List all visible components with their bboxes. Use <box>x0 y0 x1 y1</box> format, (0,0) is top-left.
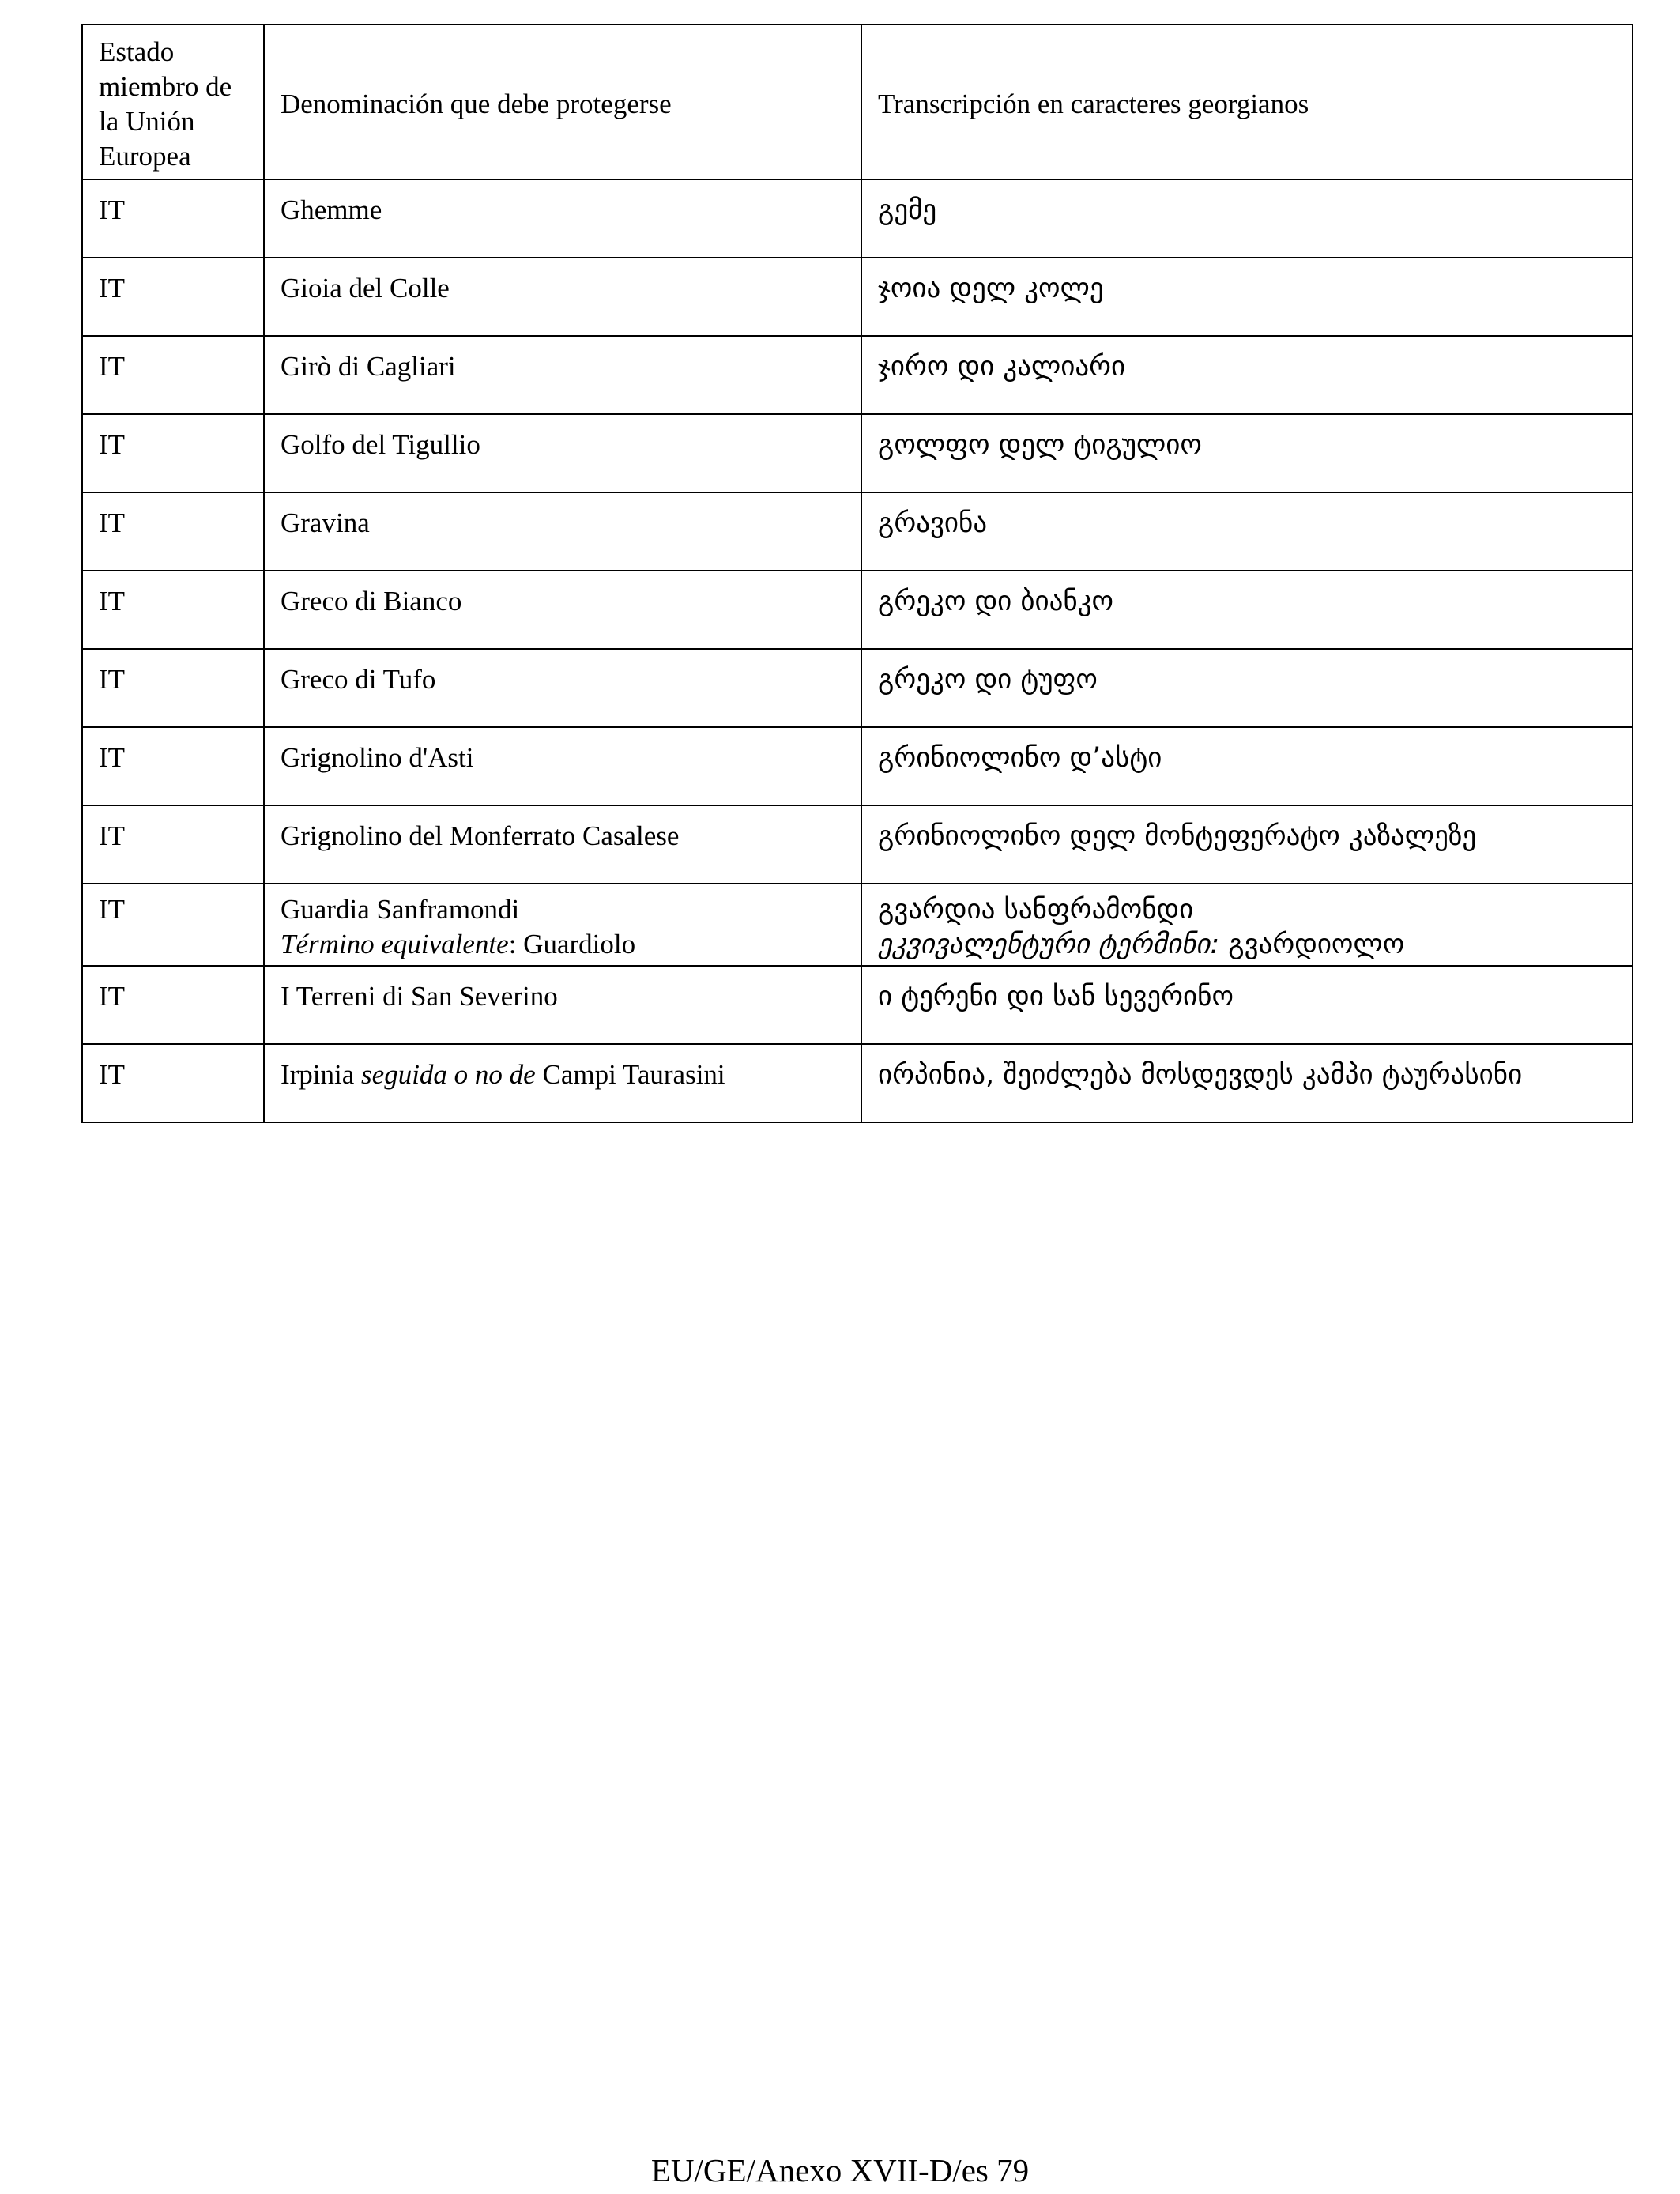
cell-georgian-transcription: გრინიოლინო დ’ასტი <box>861 727 1633 805</box>
georgian-equivalent-term <box>878 927 1616 962</box>
cell-member-state: IT <box>82 649 264 727</box>
header-member-state-line: miembro de <box>99 71 232 102</box>
header-denomination: Denominación que debe protegerse <box>264 25 861 179</box>
cell-georgian-transcription: გემე <box>861 179 1633 258</box>
denomination-italic-connector: seguida o no de <box>361 1059 536 1090</box>
cell-georgian-transcription: ირპინია, შეიძლება მოსდევდეს კამპი ტაურასინი <box>861 1044 1633 1122</box>
cell-georgian-transcription: ი ტერენი დი სან სევერინო <box>861 966 1633 1044</box>
cell-denomination <box>264 884 861 966</box>
cell-member-state: IT <box>82 414 264 492</box>
denomination-name: Guardia Sanframondi <box>281 894 520 925</box>
table-header-row <box>82 25 1633 179</box>
cell-member-state: IT <box>82 571 264 649</box>
table-row <box>82 414 1633 492</box>
denomination-part: Campi Taurasini <box>542 1059 725 1090</box>
cell-denomination: Greco di Bianco <box>264 571 861 649</box>
cell-member-state: IT <box>82 179 264 258</box>
georgian-equivalent-value: გვარდიოლო <box>1228 929 1405 960</box>
cell-member-state: IT <box>82 336 264 414</box>
cell-georgian-transcription: გრავინა <box>861 492 1633 571</box>
cell-member-state: IT <box>82 492 264 571</box>
cell-denomination: Golfo del Tigullio <box>264 414 861 492</box>
table-row <box>82 884 1633 966</box>
header-member-state-line: la Unión <box>99 106 195 137</box>
table-row <box>82 336 1633 414</box>
table-row <box>82 258 1633 336</box>
cell-georgian-transcription: გრეკო დი ტუფო <box>861 649 1633 727</box>
cell-denomination: I Terreni di San Severino <box>264 966 861 1044</box>
cell-denomination: Gioia del Colle <box>264 258 861 336</box>
cell-denomination <box>264 1044 861 1122</box>
cell-member-state: IT <box>82 966 264 1044</box>
cell-member-state: IT <box>82 258 264 336</box>
cell-member-state: IT <box>82 805 264 884</box>
equivalent-term-value: Guardiolo <box>523 929 636 959</box>
equivalent-term <box>281 927 845 962</box>
table-row <box>82 966 1633 1044</box>
header-member-state <box>82 25 264 179</box>
equivalent-term-label: Término equivalente <box>281 929 509 959</box>
table-row <box>82 649 1633 727</box>
table-row <box>82 1044 1633 1122</box>
cell-georgian-transcription: გრეკო დი ბიანკო <box>861 571 1633 649</box>
table-row <box>82 571 1633 649</box>
header-member-state-line: Europea <box>99 141 191 172</box>
denomination-part: Irpinia <box>281 1059 355 1090</box>
cell-denomination: Grignolino del Monferrato Casalese <box>264 805 861 884</box>
cell-denomination: Girò di Cagliari <box>264 336 861 414</box>
header-transcription: Transcripción en caracteres georgianos <box>861 25 1633 179</box>
wine-denominations-table <box>81 24 1633 1123</box>
georgian-equivalent-label: ეკვივალენტური ტერმინი: <box>878 929 1220 960</box>
cell-georgian-transcription: გრინიოლინო დელ მონტეფერატო კაზალეზე <box>861 805 1633 884</box>
cell-member-state: IT <box>82 1044 264 1122</box>
header-member-state-line: Estado <box>99 36 175 67</box>
cell-denomination: Ghemme <box>264 179 861 258</box>
cell-georgian-transcription: ჯოია დელ კოლე <box>861 258 1633 336</box>
table-row <box>82 179 1633 258</box>
equivalent-term-colon: : <box>508 929 517 959</box>
cell-member-state: IT <box>82 884 264 966</box>
cell-denomination: Grignolino d'Asti <box>264 727 861 805</box>
cell-georgian-transcription <box>861 884 1633 966</box>
cell-member-state: IT <box>82 727 264 805</box>
table-row <box>82 805 1633 884</box>
cell-georgian-transcription: ჯირო დი კალიარი <box>861 336 1633 414</box>
table-row <box>82 727 1633 805</box>
cell-denomination: Gravina <box>264 492 861 571</box>
cell-denomination: Greco di Tufo <box>264 649 861 727</box>
page-footer: EU/GE/Anexo XVII-D/es 79 <box>650 2152 1030 2188</box>
table-row <box>82 492 1633 571</box>
cell-georgian-transcription: გოლფო დელ ტიგულიო <box>861 414 1633 492</box>
georgian-name: გვარდია სანფრამონდი <box>878 894 1194 925</box>
